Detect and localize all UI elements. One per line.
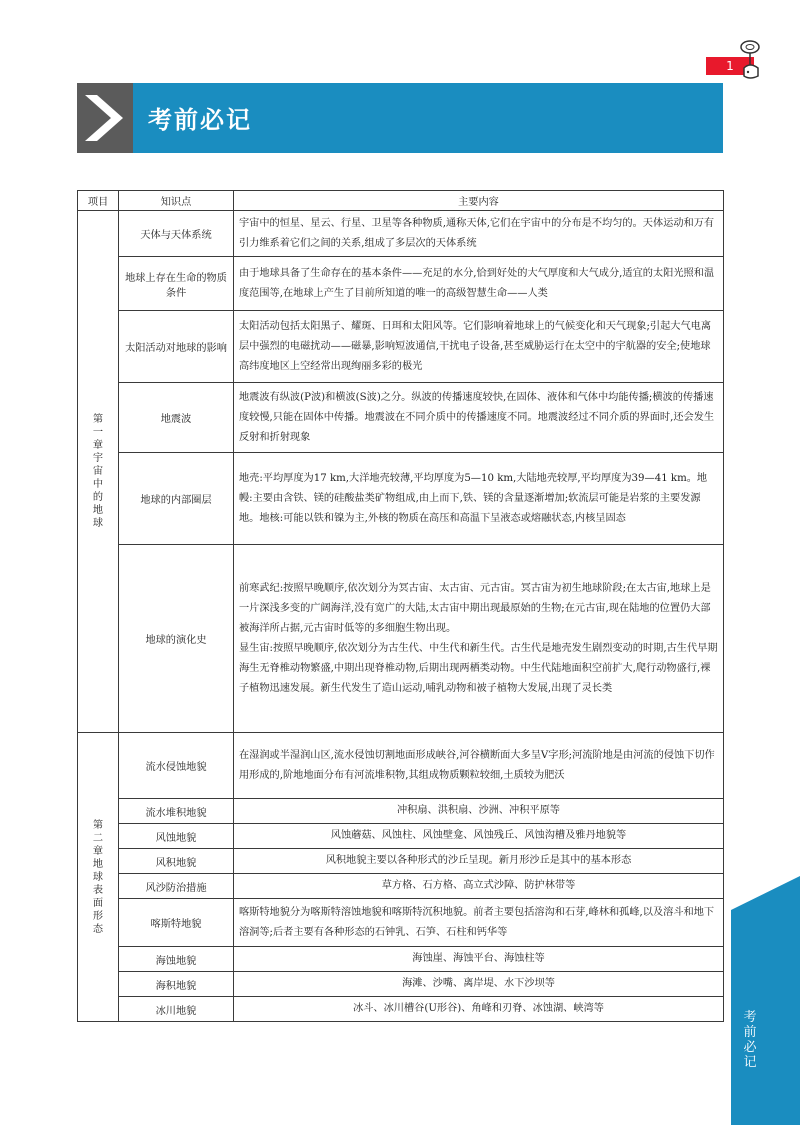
topic-cell: 风沙防治措施 <box>119 874 234 899</box>
content-paragraph: 喀斯特地貌分为喀斯特溶蚀地貌和喀斯特沉积地貌。前者主要包括溶沟和石芽,峰林和孤峰,以及溶斗和地下溶洞等;后者主要有各种形态的石钟乳、石笋、石柱和钙华等 <box>239 906 715 938</box>
chapter-label <box>78 733 119 1022</box>
content-paragraph: 显生宙:按照早晚顺序,依次划分为古生代、中生代和新生代。古生代是地壳发生剧烈变动的时期,古生代早期海生无脊椎动物繁盛,中期出现脊椎动物,后期出现两栖类动物。中生代陆地面积空前扩大,爬行动物盛行,裸子植物迅速发展。新生代发生了造山运动,哺乳动物和被子植物大发展,出现了灵长类 <box>239 642 718 694</box>
content-paragraph: 前寒武纪:按照早晚顺序,依次划分为冥古宙、太古宙、元古宙。冥古宙为初生地球阶段;在太古宙,地球上是一片深浅多变的广阔海洋,没有宽广的大陆,太古宙中期出现最原始的生物;在元古宙,现在陆地的位置仍大部被海洋所占据,元古宙时低等的多细胞生物出现。 <box>239 582 711 634</box>
table-row <box>78 383 724 453</box>
topic-cell: 流水侵蚀地貌 <box>119 733 234 799</box>
table-row <box>78 899 724 947</box>
side-tab-label: 考前必记 <box>743 1010 757 1070</box>
content-cell <box>234 453 724 545</box>
table-row <box>78 311 724 383</box>
content-paragraph: 草方格、石方格、高立式沙障、防护林带等 <box>381 880 576 891</box>
mascot-icon <box>738 38 768 82</box>
content-cell <box>234 824 724 849</box>
table-row <box>78 733 724 799</box>
content-paragraph: 由于地球具备了生命存在的基本条件——充足的水分,恰到好处的大气厚度和大气成分,适宜的太阳光照和温度范围等,在地球上产生了目前所知道的唯一的高级智慧生命——人类 <box>239 267 715 299</box>
content-paragraph: 地震波有纵波(P波)和横波(S波)之分。纵波的传播速度较快,在固体、液体和气体中均能传播;横波的传播速度较慢,只能在固体中传播。地震波在不同介质中的传播速度不同。地震波经过不同介质的界面时,还会发生反射和折射现象 <box>239 391 715 443</box>
topic-cell: 天体与天体系统 <box>119 211 234 257</box>
table-row <box>78 997 724 1022</box>
topic-cell: 风积地貌 <box>119 849 234 874</box>
header-content: 主要内容 <box>234 191 724 211</box>
content-paragraph: 风蚀蘑菇、风蚀柱、风蚀壁龛、风蚀残丘、风蚀沟槽及雅丹地貌等 <box>330 830 627 841</box>
topic-cell: 地震波 <box>119 383 234 453</box>
topic-cell: 流水堆积地貌 <box>119 799 234 824</box>
knowledge-table <box>77 190 724 1022</box>
content-paragraph: 冲积扇、洪积扇、沙洲、冲积平原等 <box>397 805 560 816</box>
content-cell <box>234 899 724 947</box>
table-row <box>78 545 724 733</box>
table-row <box>78 799 724 824</box>
content-paragraph: 太阳活动包括太阳黑子、耀斑、日珥和太阳风等。它们影响着地球上的气候变化和天气现象;引起大气电离层中强烈的电磁扰动——磁暴,影响短波通信,干扰电子设备,甚至威胁运行在太空中的宇航器的安全;使地球高纬度地区上空经常出现绚丽多彩的极光 <box>239 320 712 372</box>
content-paragraph: 宇宙中的恒星、星云、行星、卫星等各种物质,通称天体,它们在宇宙中的分布是不均匀的。天体运动和万有引力维系着它们之间的关系,组成了多层次的天体系统 <box>239 217 715 249</box>
content-cell <box>234 997 724 1022</box>
content-paragraph: 海蚀崖、海蚀平台、海蚀柱等 <box>412 953 545 964</box>
content-cell <box>234 211 724 257</box>
content-cell <box>234 972 724 997</box>
topic-cell: 冰川地貌 <box>119 997 234 1022</box>
header-topic: 知识点 <box>119 191 234 211</box>
chevron-right-icon <box>77 83 133 153</box>
content-cell <box>234 257 724 311</box>
table-header-row <box>78 191 724 211</box>
table-row <box>78 211 724 257</box>
content-cell <box>234 799 724 824</box>
table-row <box>78 824 724 849</box>
header-item: 项目 <box>78 191 119 211</box>
content-cell <box>234 733 724 799</box>
content-paragraph: 在湿润或半湿润山区,流水侵蚀切割地面形成峡谷,河谷横断面大多呈V字形;河流阶地是由河流的侵蚀下切作用形成的,阶地地面分布有河流堆积物,其组成物质颗粒较细,土质较为肥沃 <box>239 749 715 781</box>
chapter-label <box>78 211 119 733</box>
chapter-label-text: 第二章地球表面形态 <box>92 819 104 935</box>
table-row <box>78 972 724 997</box>
table-row <box>78 257 724 311</box>
table-row <box>78 874 724 899</box>
content-paragraph: 海滩、沙嘴、离岸堤、水下沙坝等 <box>402 978 555 989</box>
table-row <box>78 849 724 874</box>
banner-chevron <box>77 83 133 153</box>
chapter-label-text: 第一章宇宙中的地球 <box>92 414 104 529</box>
content-paragraph: 风积地貌主要以各种形式的沙丘呈现。新月形沙丘是其中的基本形态 <box>325 855 632 866</box>
topic-cell: 地球的演化史 <box>119 545 234 733</box>
topic-cell: 太阳活动对地球的影响 <box>119 311 234 383</box>
content-cell <box>234 849 724 874</box>
content-cell <box>234 545 724 733</box>
content-cell <box>234 311 724 383</box>
topic-cell: 地球的内部圈层 <box>119 453 234 545</box>
banner-title: 考前必记 <box>148 106 252 134</box>
topic-cell: 海蚀地貌 <box>119 947 234 972</box>
table-row <box>78 947 724 972</box>
content-cell <box>234 383 724 453</box>
topic-cell: 地球上存在生命的物质条件 <box>119 257 234 311</box>
side-tab <box>731 876 800 1125</box>
table-row <box>78 453 724 545</box>
content-cell <box>234 874 724 899</box>
topic-cell: 海积地貌 <box>119 972 234 997</box>
topic-cell: 风蚀地貌 <box>119 824 234 849</box>
table-body <box>78 211 724 1022</box>
content-paragraph: 冰斗、冰川槽谷(U形谷)、角峰和刃脊、冰蚀湖、峡湾等 <box>353 1003 604 1014</box>
content-paragraph: 地壳:平均厚度为17 km,大洋地壳较薄,平均厚度为5—10 km,大陆地壳较厚,平均厚度为39—41 km。地幔:主要由含铁、镁的硅酸盐类矿物组成,由上而下,铁、镁的含量逐渐增加;软流层可能是岩浆的主要发源地。地核:可能以铁和镍为主,外核的物质在高压和高温下呈液态或熔融状态,内核呈固态 <box>239 472 708 524</box>
page-number: 1 <box>706 57 754 75</box>
topic-cell: 喀斯特地貌 <box>119 899 234 947</box>
content-cell <box>234 947 724 972</box>
